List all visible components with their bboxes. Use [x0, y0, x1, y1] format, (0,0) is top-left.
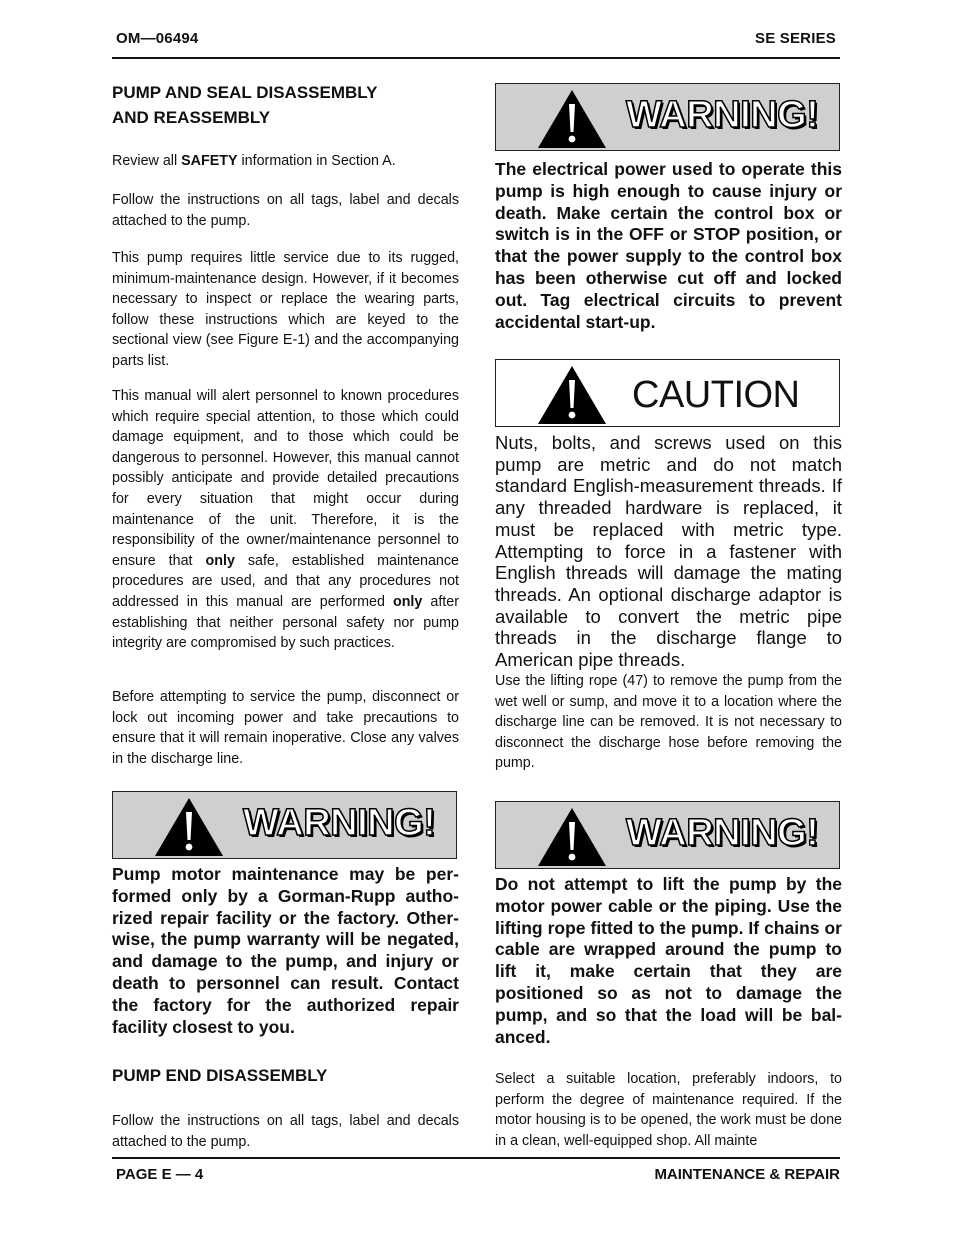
- procedures-text-c: safe, established maintenance procedures are used, and that any procedures not addressed in this manual are performed: [112, 552, 459, 610]
- caution-text: Nuts, bolts, and screws used on this pump are metric and do not match standard English‑measurement threads. If any threaded hardware is replaced, it must be replaced with metric type. Attempting to force in a fastener with English threads will damage the mating threads. An optional discharge adaptor is available to convert the metric pipe threads in the discharge flange to American pipe threads.: [495, 432, 842, 671]
- pump-end-paragraph: Follow the instructions on all tags, label and decals attached to the pump.: [112, 1113, 459, 1150]
- service-paragraph: This pump requires little service due to its rugged, minimum‑maintenance design. However, if it becomes necessary to inspect or replace the wearing parts, follow these instructions which are keyed to the sectional view (see Figure E‑1) and the accompanying parts list.: [112, 250, 459, 369]
- lifting-warning-text: Do not attempt to lift the pump by the motor power cable or the piping. Use the lifting rope fitted to the pump. If chains or cable are wrapped around the pump to lift it, make certain that they are positioned so as not to damage the pump, and so that the load will be balanced.: [495, 874, 842, 1047]
- series-name: SE SERIES: [755, 30, 836, 47]
- location-paragraph: Select a suitable location, preferably indoors, to perform the degree of maintenance required. If the motor housing is to be opened, the work must be done in a clean, well‑equipped shop. All mainte: [495, 1071, 842, 1149]
- document-number: OM—06494: [116, 30, 199, 47]
- lifting-paragraph: Use the lifting rope (47) to remove the pump from the wet well or sump, and move it to a location where the discharge line can be removed. It is not necessary to disconnect the discharge hose before removing the pump.: [495, 673, 842, 772]
- warning-banner-lifting: [495, 801, 840, 869]
- warning-banner: [112, 791, 457, 859]
- warning-triangle-icon: [536, 88, 608, 150]
- warning-text: Pump motor maintenance may be performed only by a Gorman‑Rupp authorized repair facility or the factory. Otherwise, the pump warranty will be negated, and damage to the pump, and injury or death to personnel can result. Contact the factory for the authorized repair facility closest to you.: [112, 864, 459, 1037]
- tags-paragraph: Follow the instructions on all tags, label and decals attached to the pump.: [112, 192, 459, 229]
- procedures-paragraph: [112, 386, 459, 654]
- caution-triangle-icon: [536, 364, 608, 426]
- section-name: MAINTENANCE & REPAIR: [654, 1166, 840, 1183]
- section-title-line2: AND REASSEMBLY: [112, 108, 271, 127]
- warning-triangle-icon: [153, 796, 225, 858]
- procedures-text-a: This manual will alert personnel to known procedures which require special attention, to those which could damage equipment, and to those which could be dangerous to personnel. However, this manual cannot possibly anticipate and provide detailed precautions for every situation that might occur during maintenance of the unit. Therefore, it is the responsibility of the owner/maintenance personnel to ensure that: [112, 388, 459, 569]
- pump-end-title: PUMP END DISASSEMBLY: [112, 1066, 328, 1085]
- safety-text-bold: SAFETY: [181, 153, 238, 169]
- procedures-text-only-1: only: [205, 552, 235, 569]
- procedures-text-only-2: only: [392, 593, 423, 610]
- page-number: PAGE E — 4: [116, 1166, 204, 1183]
- safety-text-pre: Review all: [112, 153, 182, 169]
- section-title-line1: PUMP AND SEAL DISASSEMBLY: [112, 83, 378, 102]
- caution-banner: [495, 359, 840, 427]
- header-rule: [112, 57, 840, 59]
- procedures-text-e: after establishing that neither personal safety nor pump integrity are compromised by such practices.: [112, 593, 459, 652]
- safety-text-post: information in Section A.: [237, 153, 396, 169]
- footer-rule: [112, 1157, 840, 1159]
- warning-label: WARNING!: [626, 812, 819, 854]
- disconnect-paragraph: Before attempting to service the pump, disconnect or lock out incoming power and take precautions to ensure that it will remain inoperative. Close any valves in the discharge line.: [112, 689, 459, 767]
- section-title: [112, 80, 459, 130]
- warning-banner-electrical: [495, 83, 840, 151]
- warning-label: WARNING!: [243, 802, 436, 844]
- caution-label: CAUTION: [632, 374, 800, 416]
- warning-label: WARNING!: [626, 94, 819, 136]
- warning-triangle-icon: [536, 806, 608, 868]
- safety-paragraph: [112, 151, 459, 172]
- electrical-warning-text: The electrical power used to operate this pump is high enough to cause injury or death. Make certain the control box or switch is in the OFF or STOP position, or that the power supply to the control box has been otherwise cut off and locked out. Tag electrical circuits to prevent accidental start‑up.: [495, 159, 842, 332]
